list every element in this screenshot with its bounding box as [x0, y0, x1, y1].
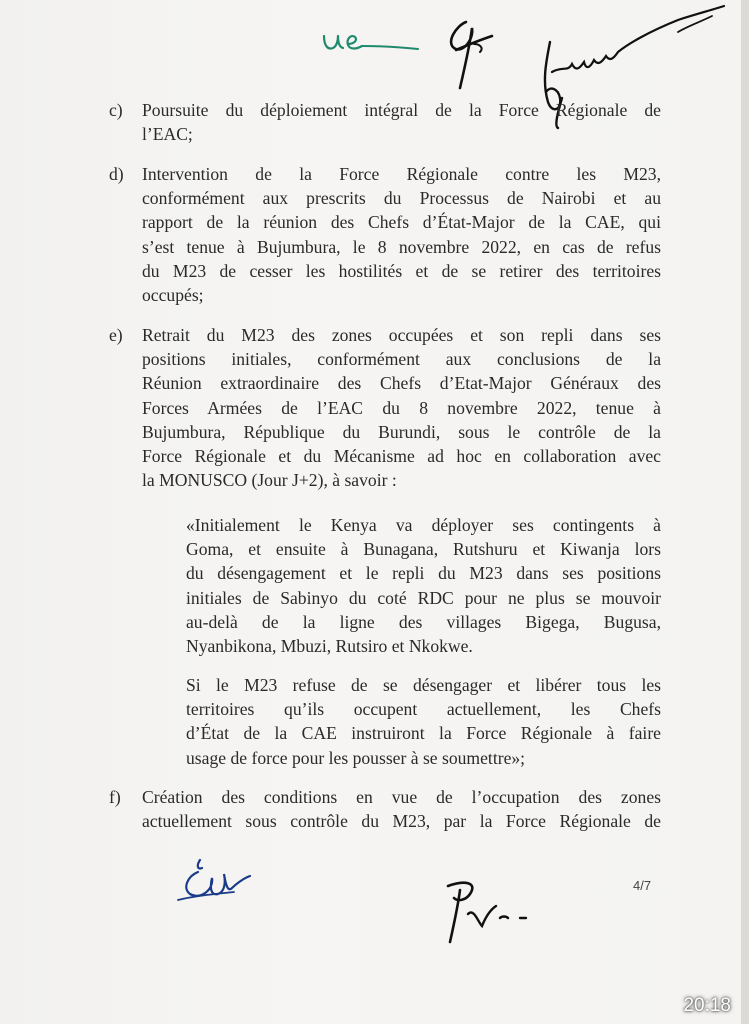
item-label: e)	[109, 325, 123, 345]
quote-line: Si le M23 refuse de se désengager et libérer tous les	[186, 675, 661, 695]
quote-line: initiales de Sabinyo du coté RDC pour ne plus se mouvoir	[186, 587, 661, 608]
page-edge	[741, 0, 749, 1024]
quote-paragraph-2	[186, 673, 661, 770]
text-line: conformément aux prescrits du Processus de Nairobi et au	[142, 188, 661, 209]
quote-line: Goma, et ensuite à Bunagana, Rutshuru et Kiwanja lors	[186, 539, 661, 560]
text-line: s’est tenue à Bujumbura, le 8 novembre 2022, en cas de refus	[142, 236, 661, 257]
text-line: Force Régionale et du Mécanisme ad hoc en collaboration avec	[142, 446, 661, 467]
item-label: c)	[109, 100, 123, 120]
text-line: Création des conditions en vue de l’occupation des zones	[142, 787, 661, 807]
text-line: occupés;	[142, 285, 204, 306]
text-line: Retrait du M23 des zones occupées et son repli dans ses	[142, 325, 661, 345]
quote-line: territoires qu’ils occupent actuellement, les Chefs	[186, 699, 661, 720]
black-signature-bottom	[440, 876, 540, 946]
text-line: positions initiales, conformément aux conclusions de la	[142, 349, 661, 370]
quote-paragraph-1	[186, 513, 661, 658]
blue-signature-left	[174, 856, 254, 906]
item-label: d)	[109, 164, 124, 184]
text-line: Poursuite du déploiement intégral de la Force Régionale de	[142, 100, 661, 120]
text-line: la MONUSCO (Jour J+2), à savoir :	[142, 470, 397, 491]
text-line: rapport de la réunion des Chefs d’État-Major de la CAE, qui	[142, 212, 661, 233]
page-number: 4/7	[633, 878, 652, 893]
text-line: l’EAC;	[142, 124, 193, 145]
quote-line: d’État de la CAE instruiront la Force Régionale à faire	[186, 723, 661, 744]
text-line: Réunion extraordinaire des Chefs d’Etat-Major Généraux des	[142, 373, 661, 394]
quote-line: «Initialement le Kenya va déployer ses contingents à	[186, 515, 661, 535]
green-initials-signature	[320, 28, 420, 58]
text-line: Forces Armées de l’EAC du 8 novembre 2022, tenue à	[142, 397, 661, 418]
quote-line: au-delà de la ligne des villages Bigega, Bugusa,	[186, 611, 661, 632]
text-line: Intervention de la Force Régionale contre les M23,	[142, 164, 661, 184]
text-line: Bujumbura, République du Burundi, sous le contrôle de la	[142, 421, 661, 442]
quote-line: du désengagement et le repli du M23 dans ses positions	[186, 563, 661, 584]
item-label: f)	[109, 787, 121, 807]
text-line: actuellement sous contrôle du M23, par la Force Régionale de	[142, 811, 661, 832]
quote-line: usage de force pour les pousser à se soumettre»;	[186, 747, 526, 768]
status-bar-clock: 20:18	[683, 995, 731, 1016]
black-signature-1	[436, 14, 516, 94]
text-line: du M23 de cesser les hostilités et de se retirer des territoires	[142, 260, 661, 281]
quote-line: Nyanbikona, Mbuzi, Rutsiro et Nkokwe.	[186, 636, 473, 657]
